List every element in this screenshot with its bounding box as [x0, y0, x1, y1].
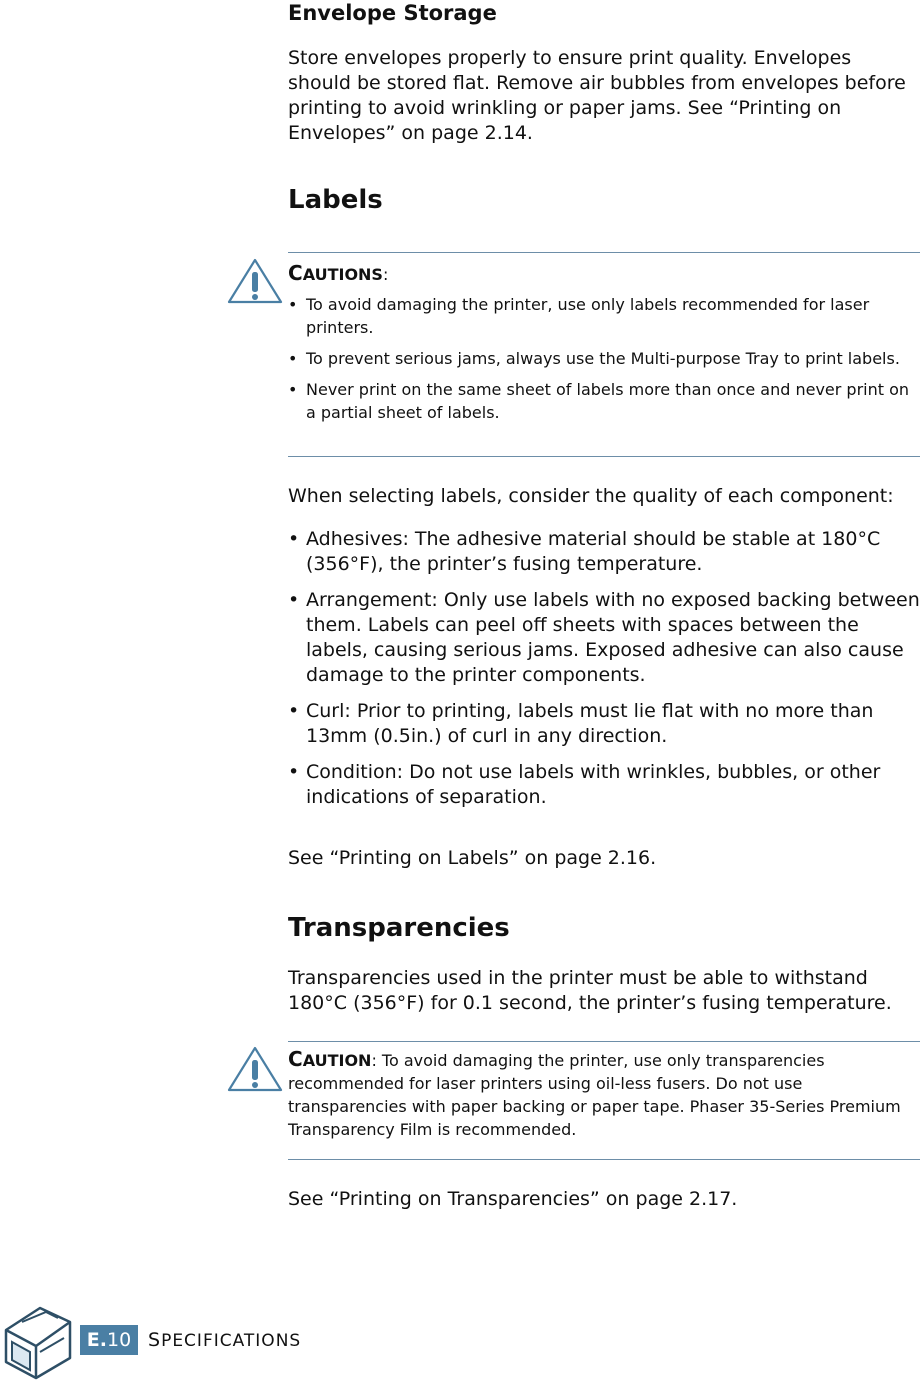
- transparencies-body: Transparencies used in the printer must be able to withstand 180°C (356°F) for 0.1 second, the printer’s fusing temperature.: [288, 967, 892, 1014]
- list-item: • Curl: Prior to printing, labels must lie flat with no more than 13mm (0.5in.) of curl in any direction.: [288, 700, 874, 747]
- transparencies-heading: Transparencies: [288, 913, 510, 943]
- list-item: • Adhesives: The adhesive material should be stable at 180°C (356°F), the printer’s fusing temperature.: [288, 528, 881, 575]
- transparencies-caution-box: [288, 1041, 920, 1160]
- transparencies-see-also: See “Printing on Transparencies” on page 2.17.: [288, 1188, 738, 1210]
- printer-icon: [0, 1300, 76, 1381]
- list-item: • Condition: Do not use labels with wrinkles, bubbles, or other indications of separation.: [288, 761, 881, 808]
- labels-caution-title: CAUTIONS:: [288, 261, 389, 285]
- labels-see-also: See “Printing on Labels” on page 2.16.: [288, 847, 657, 869]
- page-footer: [0, 1300, 920, 1381]
- warning-icon: [226, 1044, 284, 1094]
- page-number: E.10: [80, 1325, 138, 1355]
- transparencies-caution-text: CAUTION: To avoid damaging the printer, use only transparencies recommended for laser printers using oil-less fusers. Do not use transparencies with paper backing or paper tape. Phaser 35-Series Premium Transparency Film is recommended.: [288, 1047, 901, 1139]
- labels-caution-item: • To prevent serious jams, always use the Multi-purpose Tray to print labels.: [288, 349, 900, 368]
- labels-heading: Labels: [288, 185, 383, 215]
- labels-caution-box: [288, 252, 920, 457]
- labels-list: [288, 527, 920, 810]
- labels-intro: When selecting labels, consider the quality of each component:: [288, 485, 894, 507]
- envelope-storage-body: Store envelopes properly to ensure print quality. Envelopes should be stored flat. Remove air bubbles from envelopes before printing to avoid wrinkling or paper jams. See “Printing on Envelopes” on page 2.14.: [288, 47, 906, 144]
- labels-caution-item: • Never print on the same sheet of labels more than once and never print on a partial sheet of labels.: [288, 380, 910, 422]
- warning-icon: [226, 256, 284, 306]
- envelope-storage-heading: Envelope Storage: [288, 1, 497, 25]
- chapter-title: SPECIFICATIONS: [148, 1329, 302, 1351]
- labels-caution-item: • To avoid damaging the printer, use only labels recommended for laser printers.: [288, 295, 870, 337]
- list-item: • Arrangement: Only use labels with no exposed backing between them. Labels can peel off sheets with spaces between the labels, causing serious jams. Exposed adhesive can also cause damage to the printer components.: [288, 589, 920, 686]
